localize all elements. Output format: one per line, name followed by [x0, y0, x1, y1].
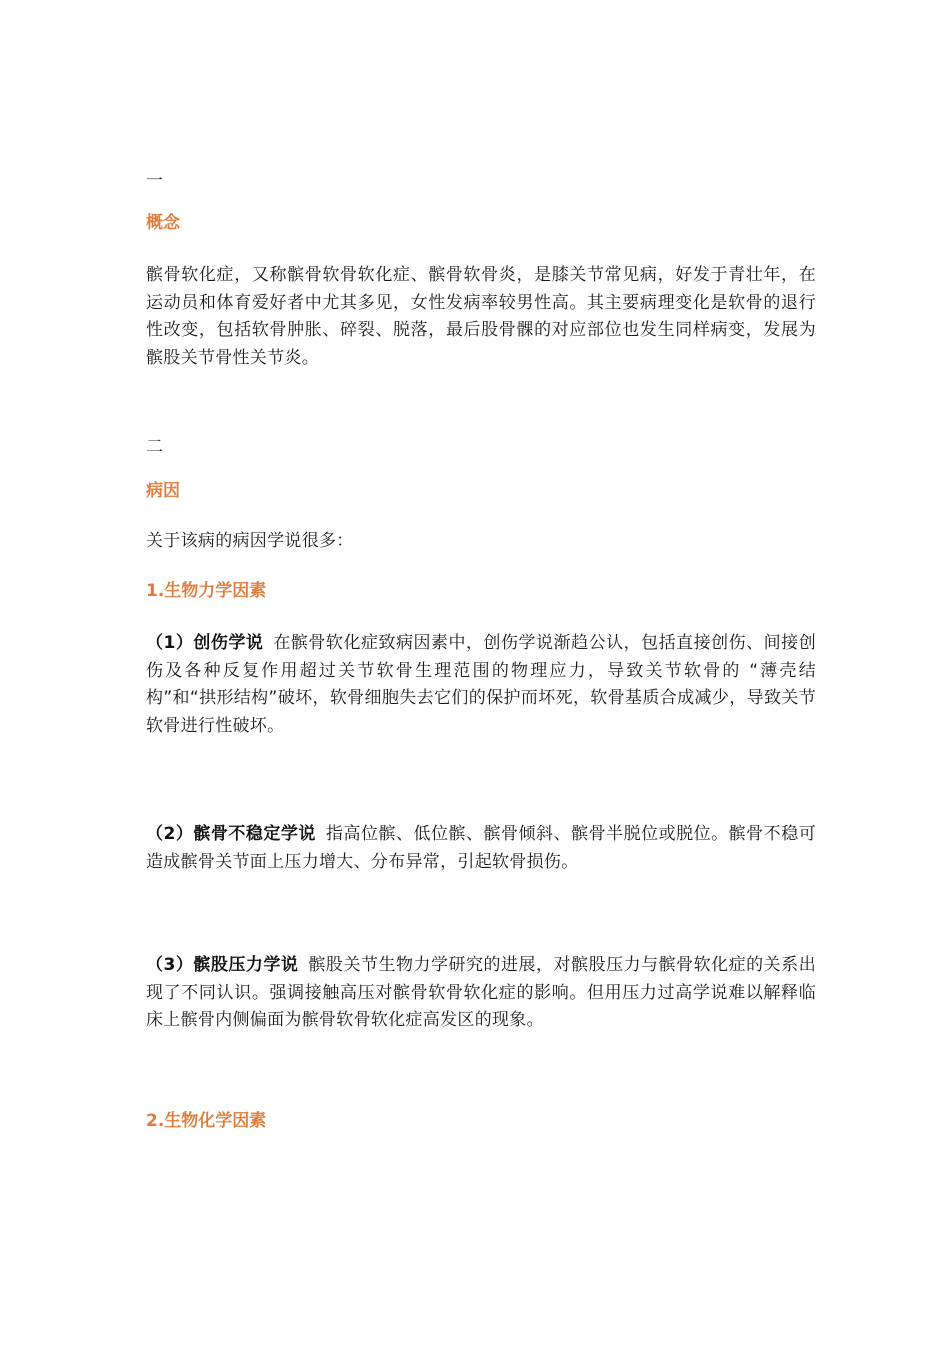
section-title-etiology: 病因 [146, 481, 180, 501]
instability-theory-text: 指高位髌、低位髌、髌骨倾斜、髌骨半脱位或脱位。髌骨不稳可造成髌骨关节面上压力增大、分布异常，引起软骨损伤。 [146, 824, 817, 872]
subsection-title-biomechanical: 1.生物力学因素 [146, 581, 267, 601]
trauma-theory-paragraph [146, 630, 816, 740]
instability-theory-label: （2）髌骨不稳定学说 [146, 824, 316, 844]
pressure-theory-paragraph [146, 952, 816, 1035]
pressure-theory-label: （3）髌股压力学说 [146, 955, 299, 975]
etiology-intro: 关于该病的病因学说很多： [146, 531, 354, 551]
trauma-theory-text: 在髌骨软化症致病因素中，创伤学说渐趋公认，包括直接创伤、间接创伤及各种反复作用超过关节软骨生理范围的物理应力，导致关节软骨的 “薄壳结构”和“拱形结构”破坏，软骨细胞失去它们的保护而坏死，软骨基质合成减少，导致关节软骨进行性破坏。 [146, 633, 816, 736]
section-number-2: 二 [146, 437, 163, 457]
concept-paragraph: 髌骨软化症，又称髌骨软骨软化症、髌骨软骨炎，是膝关节常见病，好发于青壮年，在运动员和体育爱好者中尤其多见，女性发病率较男性高。其主要病理变化是软骨的退行性改变，包括软骨肿胀、碎裂、脱落，最后股骨髁的对应部位也发生同样病变，发展为髌股关节骨性关节炎。 [146, 265, 816, 368]
pressure-theory-text: 髌股关节生物力学研究的进展，对髌股压力与髌骨软化症的关系出现了不同认识。强调接触高压对髌骨软骨软化症的影响。但用压力过高学说难以解释临床上髌骨内侧偏面为髌骨软骨软化症高发区的现象。 [146, 955, 816, 1030]
trauma-theory-label: （1）创伤学说 [146, 633, 264, 653]
instability-theory-paragraph [146, 821, 816, 876]
section-number-1: 一 [146, 171, 163, 191]
section-title-concept: 概念 [146, 213, 180, 233]
subsection-title-biochemical: 2.生物化学因素 [146, 1111, 267, 1131]
